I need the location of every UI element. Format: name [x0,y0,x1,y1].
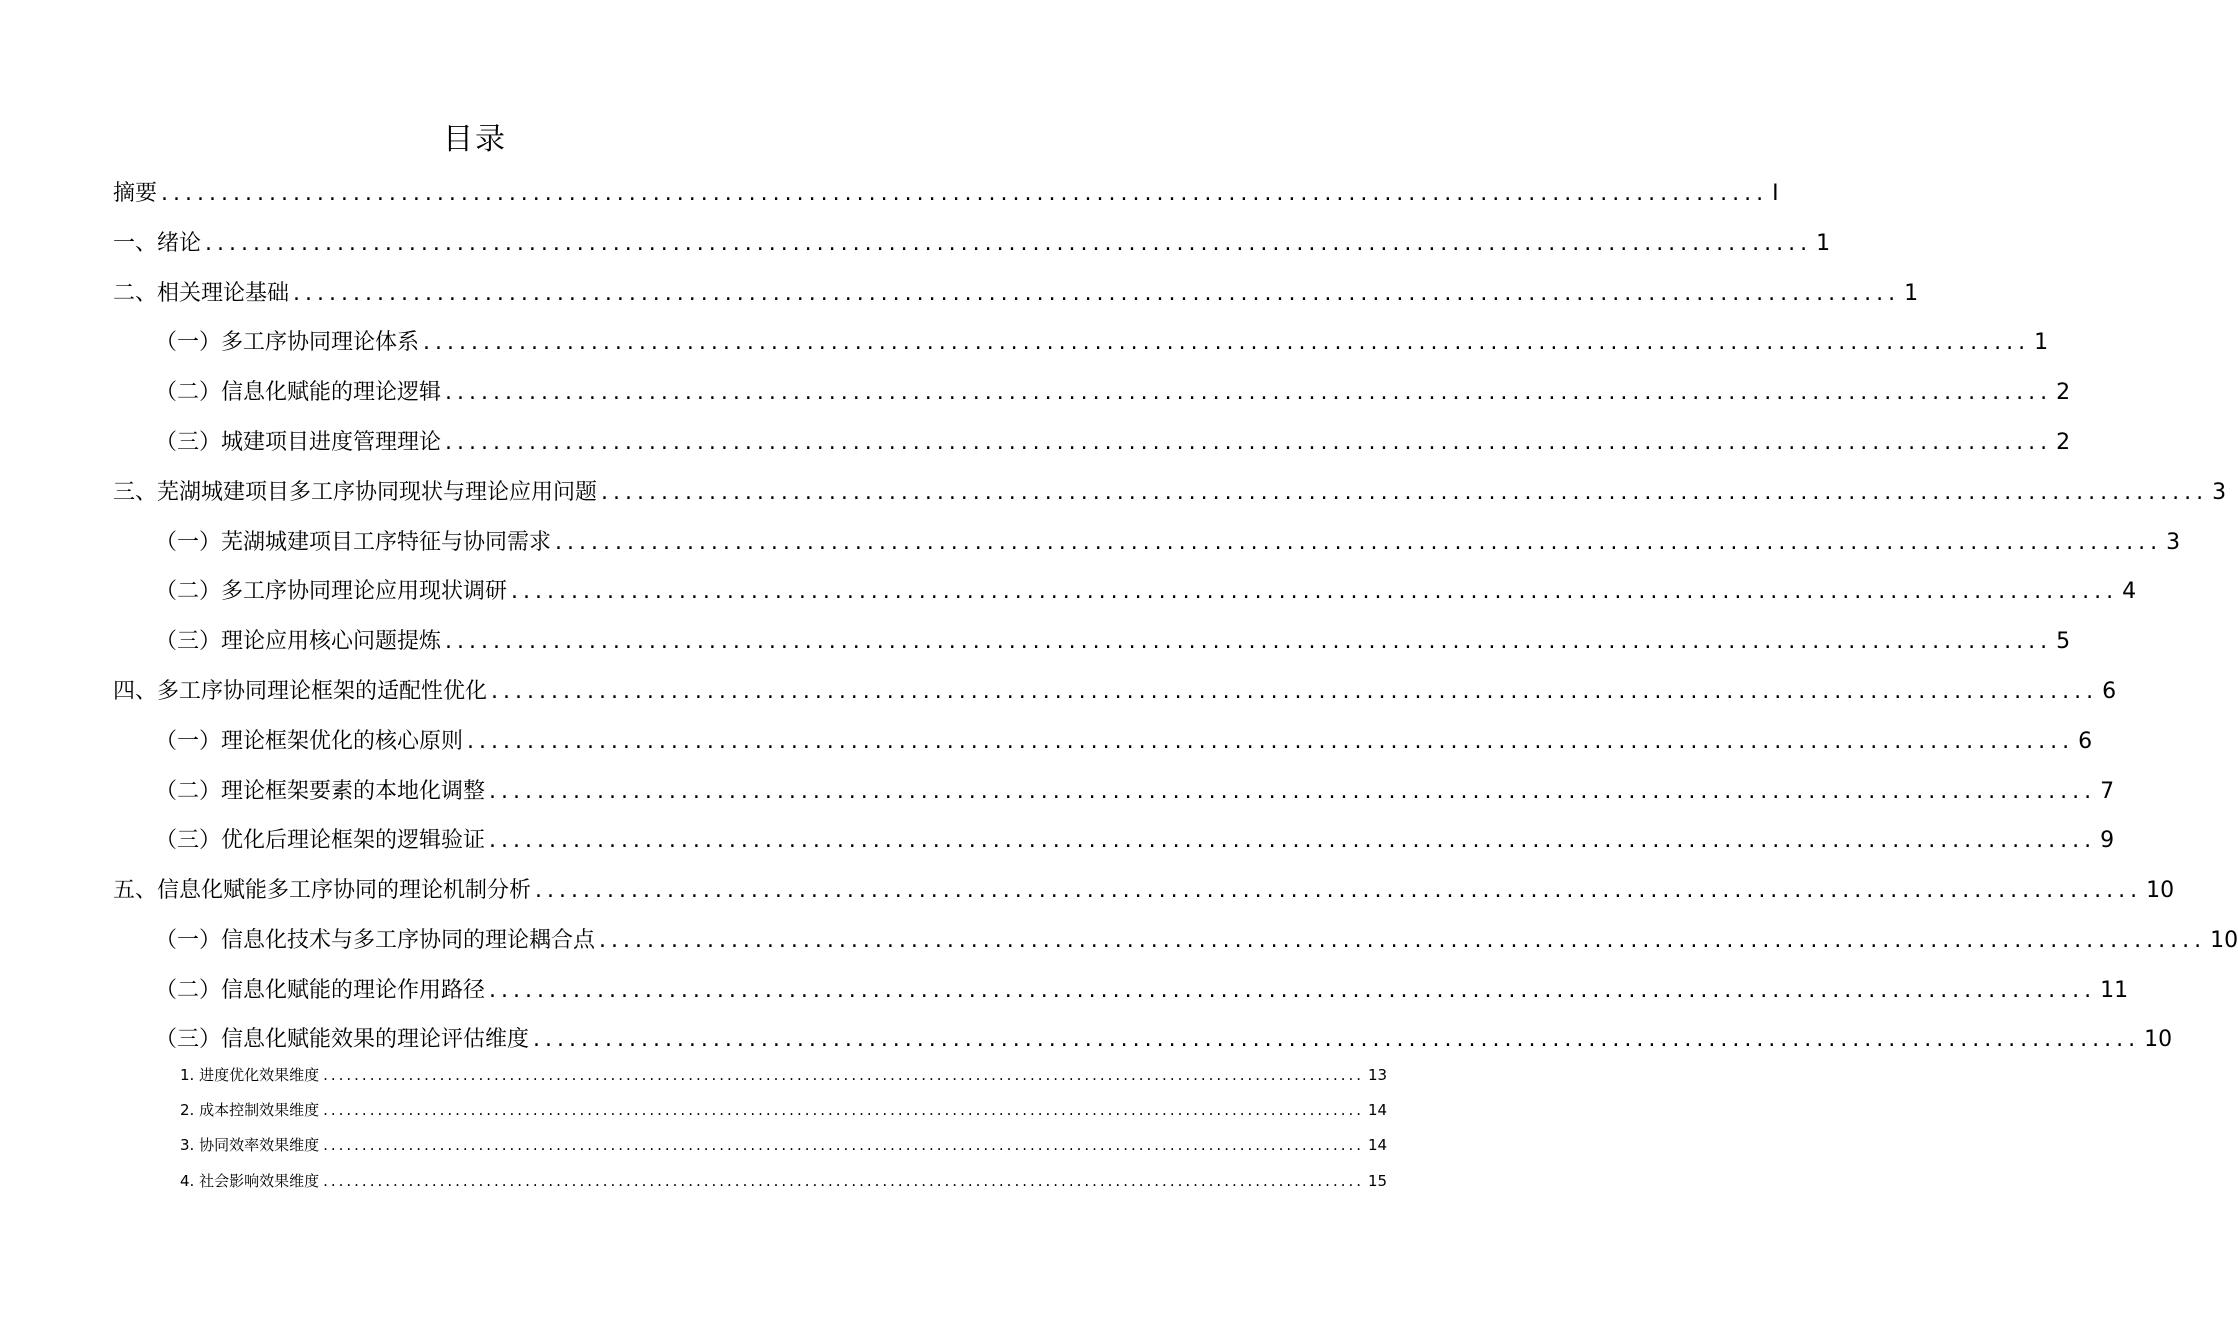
toc-entry-page: 2 [2056,430,2071,455]
toc-entry-label: （三）信息化赋能效果的理论评估维度 [155,1027,530,1052]
toc-entry-page: 3 [2166,530,2181,555]
toc-entry[interactable] [113,276,1919,306]
toc-entry[interactable] [113,674,2117,704]
toc-entry[interactable] [155,574,2137,604]
toc-entry-label: （二）信息化赋能的理论逻辑 [155,380,442,405]
toc-entry-label: 四、多工序协同理论框架的适配性优化 [113,679,488,704]
toc-entry-page: 2 [2056,380,2071,405]
toc-entry-label: （三）理论应用核心问题提炼 [155,629,442,654]
toc-entry-page: 11 [2100,978,2129,1003]
toc-entry[interactable] [155,823,2115,853]
toc-entry-label: 摘要 [113,181,158,206]
toc-entry-page: 1 [2034,330,2049,355]
toc-entry[interactable] [113,176,1779,206]
toc-entry-page: 14 [1368,1101,1388,1119]
toc-entry[interactable] [180,1099,1388,1119]
toc-entry-label: （二）多工序协同理论应用现状调研 [155,579,508,604]
toc-entry-label: （三）城建项目进度管理理论 [155,430,442,455]
toc-entry-label: （一）信息化技术与多工序协同的理论耦合点 [155,928,596,953]
toc-entry-page: 15 [1368,1172,1388,1190]
toc-entry-page: 6 [2102,679,2117,704]
toc-entry-label: （三）优化后理论框架的逻辑验证 [155,828,486,853]
dot-leader: ...................................................................................................................................... [323,1136,1365,1154]
toc-entry-label: 4. 社会影响效果维度 [180,1172,320,1190]
toc-entry[interactable] [180,1134,1388,1154]
page-title: 目录 [443,122,507,157]
toc-entry[interactable] [155,973,2129,1003]
dot-leader: ...................................................................................................................................... [535,878,2143,903]
dot-leader: ...................................................................................................................................... [533,1027,2141,1052]
dot-leader: ...................................................................................................................................... [445,430,2053,455]
dot-leader: ...................................................................................................................................... [323,1172,1365,1190]
toc-entry-label: （一）芜湖城建项目工序特征与协同需求 [155,530,552,555]
toc-entry-label: （二）理论框架要素的本地化调整 [155,779,486,804]
dot-leader: ...................................................................................................................................... [491,679,2099,704]
dot-leader: ...................................................................................................................................... [511,579,2119,604]
toc-entry[interactable] [155,1022,2173,1052]
toc-entry[interactable] [155,774,2115,804]
toc-entry-label: （一）理论框架优化的核心原则 [155,729,464,754]
toc-entry-page: 3 [2212,480,2227,505]
toc-entry-page: 10 [2144,1027,2173,1052]
dot-leader: ...................................................................................................................................... [445,380,2053,405]
toc-entry-label: 五、信息化赋能多工序协同的理论机制分析 [113,878,532,903]
toc-entry-page: 10 [2146,878,2175,903]
dot-leader: ...................................................................................................................................... [555,530,2163,555]
toc-entry-label: 2. 成本控制效果维度 [180,1101,320,1119]
toc-entry[interactable] [155,923,2238,953]
toc-entry-page: 10 [2210,928,2238,953]
toc-entry-label: 一、绪论 [113,231,202,256]
toc-entry-page: 6 [2078,729,2093,754]
dot-leader: ...................................................................................................................................... [205,231,1813,256]
toc-entry[interactable] [155,624,2071,654]
dot-leader: ...................................................................................................................................... [489,779,2097,804]
dot-leader: ...................................................................................................................................... [489,978,2097,1003]
dot-leader: ...................................................................................................................................... [489,828,2097,853]
dot-leader: ...................................................................................................................................... [445,629,2053,654]
toc-entry[interactable] [180,1170,1388,1190]
dot-leader: ...................................................................................................................................... [323,1066,1365,1084]
toc-entry[interactable] [180,1064,1388,1084]
toc-entry[interactable] [155,325,2049,355]
toc-entry-page: 14 [1368,1136,1388,1154]
dot-leader: ...................................................................................................................................... [601,480,2209,505]
dot-leader: ...................................................................................................................................... [467,729,2075,754]
toc-entry-label: （二）信息化赋能的理论作用路径 [155,978,486,1003]
toc-entry[interactable] [155,525,2181,555]
toc-entry-page: 5 [2056,629,2071,654]
toc-entry-page: 9 [2100,828,2115,853]
dot-leader: ...................................................................................................................................... [599,928,2207,953]
toc-entry[interactable] [113,475,2227,505]
toc-entry-label: 1. 进度优化效果维度 [180,1066,320,1084]
toc-entry-page: 1 [1816,231,1831,256]
dot-leader: ...................................................................................................................................... [161,181,1769,206]
toc-entry[interactable] [155,375,2071,405]
toc-entry-label: 二、相关理论基础 [113,281,290,306]
dot-leader: ...................................................................................................................................... [293,281,1901,306]
toc-entry-label: 三、芜湖城建项目多工序协同现状与理论应用问题 [113,480,598,505]
toc-entry[interactable] [113,873,2175,903]
toc-entry[interactable] [113,226,1831,256]
toc-entry-page: 13 [1368,1066,1388,1084]
toc-entry-page: 4 [2122,579,2137,604]
toc-entry-label: （一）多工序协同理论体系 [155,330,420,355]
dot-leader: ...................................................................................................................................... [323,1101,1365,1119]
toc-entry-page: 1 [1904,281,1919,306]
toc-entry-page: 7 [2100,779,2115,804]
toc-entry-page: I [1772,181,1779,206]
dot-leader: ...................................................................................................................................... [423,330,2031,355]
toc-entry[interactable] [155,724,2093,754]
toc-entry[interactable] [155,425,2071,455]
toc-entry-label: 3. 协同效率效果维度 [180,1136,320,1154]
